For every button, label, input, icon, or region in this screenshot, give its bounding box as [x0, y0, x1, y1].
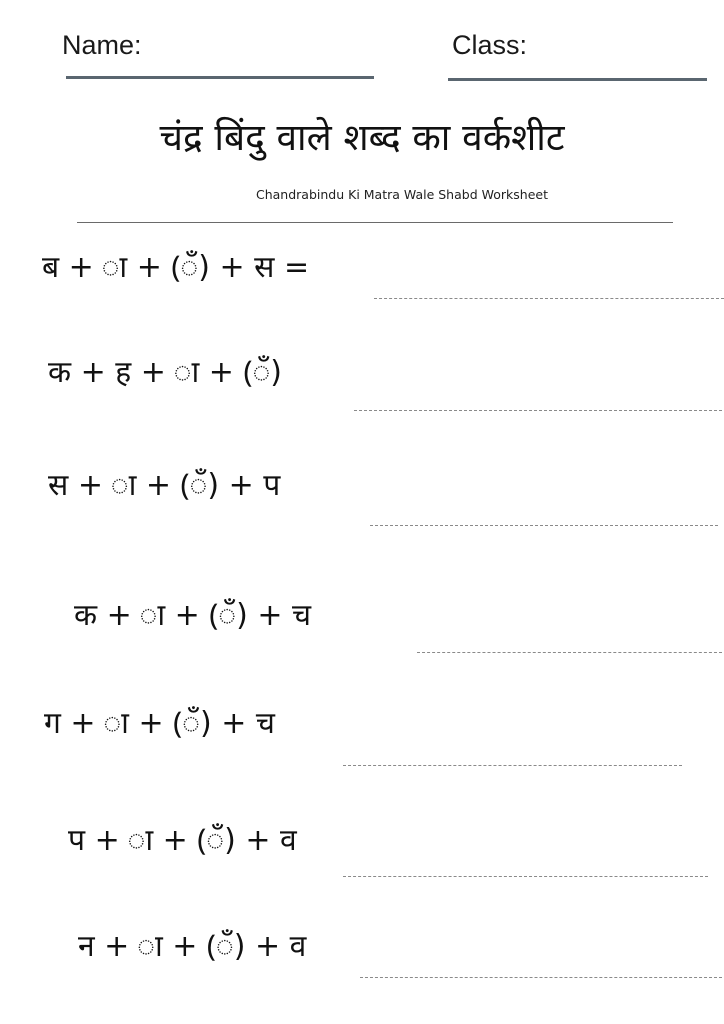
class-label: Class: [452, 30, 528, 60]
exercise-3: स + ा + (ँ) + प [48, 468, 281, 503]
exercise-2: क + ह + ा + (ँ) [48, 355, 282, 390]
exercise-1: ब + ा + (ँ) + स = [42, 250, 310, 285]
exercise-4: क + ा + (ँ) + च [74, 598, 312, 633]
exercise-7: न + ा + (ँ) + व [78, 929, 307, 964]
answer-line-7[interactable] [360, 977, 722, 978]
answer-line-6[interactable] [343, 876, 708, 877]
title-divider [77, 222, 673, 223]
exercise-6: प + ा + (ँ) + व [68, 823, 297, 858]
worksheet-subtitle: Chandrabindu Ki Matra Wale Shabd Worksheet [256, 187, 548, 202]
answer-line-2[interactable] [354, 410, 722, 411]
answer-line-5[interactable] [343, 765, 682, 766]
answer-line-3[interactable] [370, 525, 718, 526]
worksheet-title: चंद्र बिंदु वाले शब्द का वर्कशीट [159, 116, 565, 159]
answer-line-4[interactable] [417, 652, 722, 653]
name-line[interactable] [66, 76, 374, 79]
class-line[interactable] [448, 78, 707, 81]
exercise-5: ग + ा + (ँ) + च [44, 706, 275, 741]
name-label: Name: [62, 30, 142, 60]
answer-line-1[interactable] [374, 298, 724, 299]
